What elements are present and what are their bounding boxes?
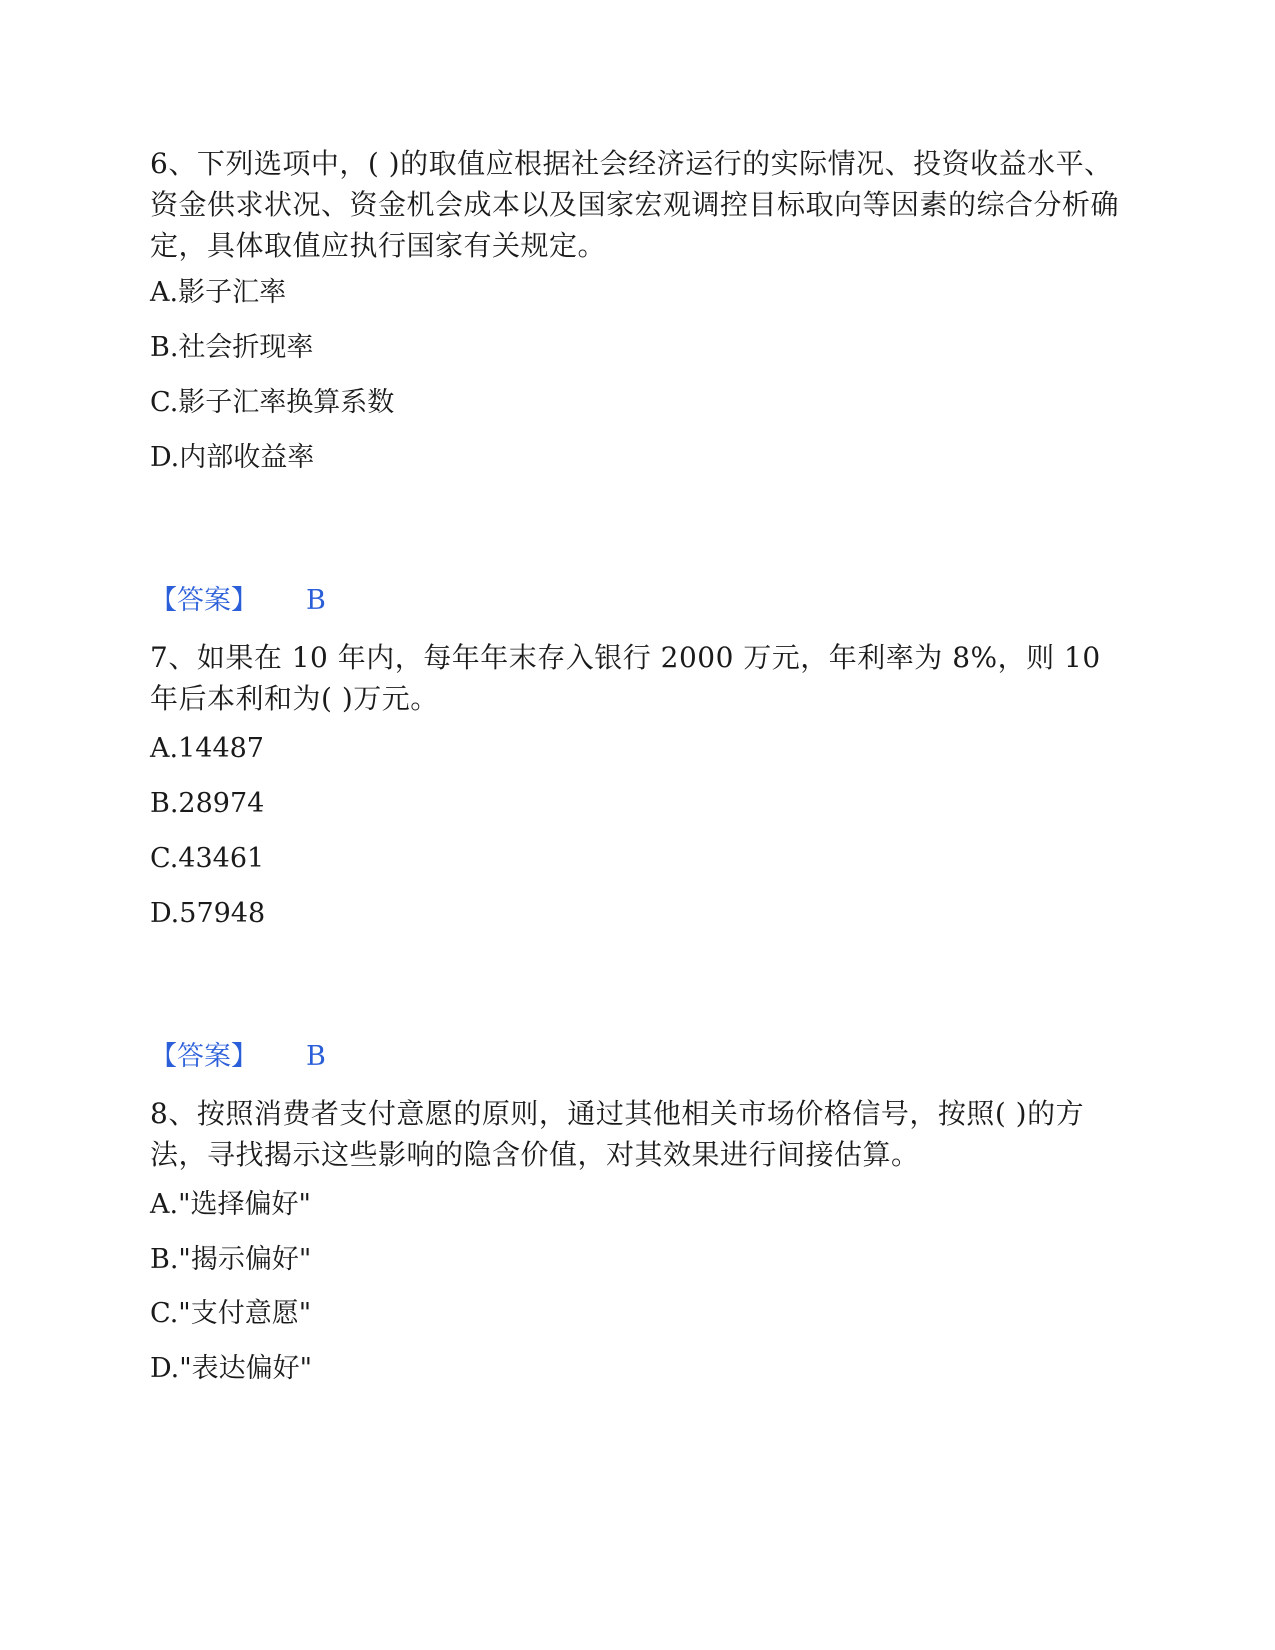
question-6-answer (150, 584, 326, 618)
answer-value: B (306, 585, 326, 616)
question-7-answer (150, 1040, 326, 1074)
question-8-option-a: A."选择偏好" (150, 1189, 311, 1220)
question-8-text: 8、按照消费者支付意愿的原则，通过其他相关市场价格信号，按照( )的方法，寻找揭示这些影响的隐含价值，对其效果进行间接估算。 (150, 1097, 1085, 1171)
question-8-option-c: C."支付意愿" (150, 1298, 312, 1329)
answer-label: 【答案】 (150, 585, 258, 616)
question-6-option-a: A.影子汇率 (150, 277, 287, 308)
question-7-option-d: D.57948 (150, 898, 266, 929)
answer-label: 【答案】 (150, 1041, 258, 1072)
question-6-option-d: D.内部收益率 (150, 442, 315, 473)
question-8-option-d: D."表达偏好" (150, 1353, 313, 1384)
question-6-text: 6、下列选项中，( )的取值应根据社会经济运行的实际情况、投资收益水平、资金供求状况、资金机会成本以及国家宏观调控目标取向等因素的综合分析确定，具体取值应执行国家有关规定。 (150, 147, 1120, 262)
question-7-text: 7、如果在 10 年内，每年年末存入银行 2000 万元，年利率为 8%，则 10 年后本利和为( )万元。 (150, 641, 1101, 715)
question-7-option-b: B.28974 (150, 788, 265, 819)
question-7-option-a: A.14487 (150, 733, 264, 764)
question-7-option-c: C.43461 (150, 843, 265, 874)
question-8-option-b: B."揭示偏好" (150, 1244, 312, 1275)
question-6-option-b: B.社会折现率 (150, 332, 314, 363)
question-6-option-c: C.影子汇率换算系数 (150, 387, 395, 418)
answer-value: B (306, 1041, 326, 1072)
